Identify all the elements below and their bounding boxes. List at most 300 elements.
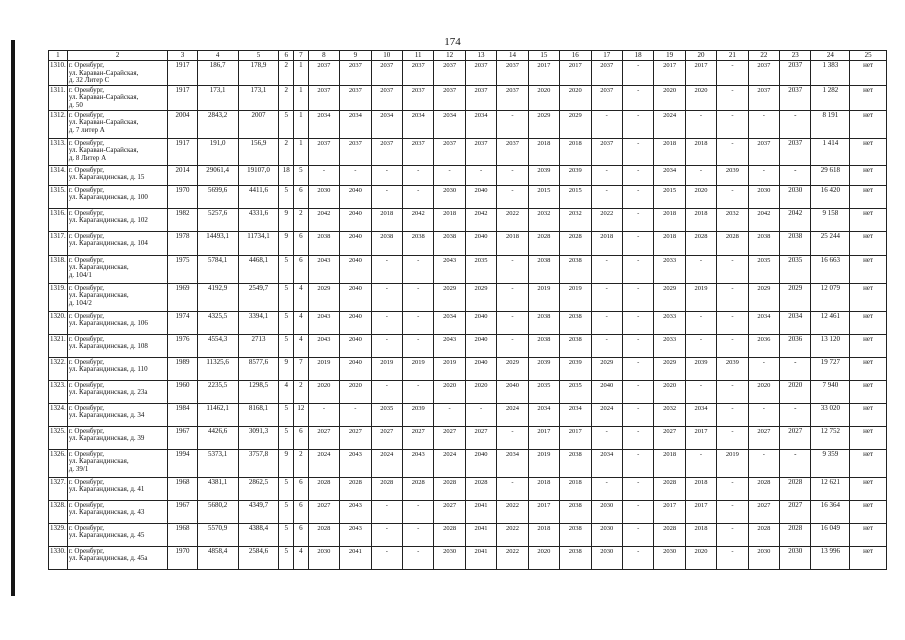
column-number-5: 5 xyxy=(238,51,279,61)
cell-col-5: 19107,0 xyxy=(238,165,279,185)
record-number: 1316. xyxy=(49,208,68,231)
cell-col-13: - xyxy=(465,165,496,185)
cell-col-11: 2019 xyxy=(402,357,433,380)
address-line: г. Оренбург, xyxy=(68,426,104,435)
cell-col-8: 2043 xyxy=(308,255,339,283)
record-number: 1326. xyxy=(49,449,68,477)
cell-col-19: 2015 xyxy=(654,185,685,208)
address-line: ул. Караван-Сарайская, xyxy=(68,93,139,101)
cell-col-10: 2034 xyxy=(371,110,402,138)
cell-col-12: 2028 xyxy=(434,523,465,546)
cell-col-5: 4411,6 xyxy=(238,185,279,208)
address-cell xyxy=(67,380,168,403)
table-row xyxy=(49,311,887,334)
address-line: г. Оренбург, xyxy=(68,61,104,69)
cell-col-8: 2030 xyxy=(308,185,339,208)
cell-col-22: - xyxy=(748,165,779,185)
cell-col-13: 2027 xyxy=(465,426,496,449)
cell-col-20: - xyxy=(685,165,716,185)
cell-col-6: 18 xyxy=(279,165,294,185)
cell-col-16: 2028 xyxy=(560,231,591,255)
cell-col-6: 5 xyxy=(279,477,294,500)
cell-col-8: 2030 xyxy=(308,546,339,569)
cell-col-4: 4381,1 xyxy=(197,477,238,500)
cell-col-10: 2035 xyxy=(371,403,402,426)
cell-col-20: 2018 xyxy=(685,138,716,165)
cell-col-18: - xyxy=(622,523,653,546)
cell-col-14: - xyxy=(497,185,528,208)
cell-col-19: 2020 xyxy=(654,380,685,403)
cell-col-11: 2037 xyxy=(402,85,433,110)
cell-col-17: 2040 xyxy=(591,380,622,403)
cell-col-7: 6 xyxy=(294,500,309,523)
record-number: 1321. xyxy=(49,334,68,357)
cell-col-12: 2034 xyxy=(434,311,465,334)
cell-col-16: 2035 xyxy=(560,380,591,403)
cell-col-24: 8 191 xyxy=(811,110,850,138)
cell-col-10: - xyxy=(371,283,402,311)
cell-col-16: 2034 xyxy=(560,403,591,426)
cell-col-20: 2028 xyxy=(685,231,716,255)
cell-col-4: 4325,5 xyxy=(197,311,238,334)
address-line: г. Оренбург, xyxy=(68,208,104,217)
cell-col-3: 2004 xyxy=(168,110,197,138)
address-line: ул. Карагандинская, д. 104 xyxy=(68,239,148,247)
cell-col-22: 2029 xyxy=(748,283,779,311)
record-number: 1322. xyxy=(49,357,68,380)
cell-col-9: 2040 xyxy=(340,311,371,334)
cell-col-5: 8577,6 xyxy=(238,357,279,380)
cell-col-4: 2235,5 xyxy=(197,380,238,403)
cell-col-12: 2029 xyxy=(434,283,465,311)
address-line: г. Оренбург, xyxy=(68,449,104,458)
address-line: ул. Карагандинская, д. 106 xyxy=(68,319,148,327)
cell-col-14: - xyxy=(497,165,528,185)
address-line: ул. Карагандинская, д. 45а xyxy=(68,554,148,562)
cell-col-8: 2027 xyxy=(308,426,339,449)
cell-col-17: - xyxy=(591,255,622,283)
address-cell xyxy=(67,208,168,231)
cell-col-21: - xyxy=(717,138,748,165)
cell-col-5: 4331,6 xyxy=(238,208,279,231)
cell-col-17: 2024 xyxy=(591,403,622,426)
cell-col-20: 2017 xyxy=(685,500,716,523)
record-number: 1318. xyxy=(49,255,68,283)
cell-col-16: 2018 xyxy=(560,477,591,500)
record-number: 1327. xyxy=(49,477,68,500)
cell-col-13: 2034 xyxy=(465,110,496,138)
cell-col-3: 1970 xyxy=(168,546,197,569)
cell-col-15: 2038 xyxy=(528,311,559,334)
cell-col-15: 2020 xyxy=(528,546,559,569)
cell-col-17: 2030 xyxy=(591,523,622,546)
cell-col-17: 2018 xyxy=(591,231,622,255)
cell-col-15: 2017 xyxy=(528,426,559,449)
address-line: ул. Карагандинская, xyxy=(68,457,129,465)
cell-col-9: 2040 xyxy=(340,334,371,357)
cell-col-18: - xyxy=(622,449,653,477)
cell-col-19: 2028 xyxy=(654,523,685,546)
cell-col-3: 1967 xyxy=(168,500,197,523)
address-line: ул. Карагандинская, xyxy=(68,263,129,271)
cell-col-12: 2019 xyxy=(434,357,465,380)
cell-col-18: - xyxy=(622,255,653,283)
cell-col-12: 2018 xyxy=(434,208,465,231)
cell-col-14: 2037 xyxy=(497,138,528,165)
cell-col-20: 2020 xyxy=(685,185,716,208)
column-number-16: 16 xyxy=(560,51,591,61)
cell-col-13: 2029 xyxy=(465,283,496,311)
cell-col-24: 1 383 xyxy=(811,61,850,86)
cell-col-12: 2037 xyxy=(434,85,465,110)
cell-col-21: - xyxy=(717,426,748,449)
cell-col-23: 2020 xyxy=(780,380,811,403)
cell-col-13: 2037 xyxy=(465,138,496,165)
cell-col-16: 2038 xyxy=(560,255,591,283)
column-number-22: 22 xyxy=(748,51,779,61)
cell-col-18: - xyxy=(622,426,653,449)
cell-col-25: нет xyxy=(850,403,887,426)
cell-col-13: 2042 xyxy=(465,208,496,231)
cell-col-14: - xyxy=(497,311,528,334)
cell-col-19: 2032 xyxy=(654,403,685,426)
cell-col-6: 4 xyxy=(279,380,294,403)
column-number-10: 10 xyxy=(371,51,402,61)
cell-col-6: 2 xyxy=(279,138,294,165)
cell-col-8: 2037 xyxy=(308,61,339,86)
address-line: д. 7 литер А xyxy=(68,125,105,134)
address-line: д. 32 Литер С xyxy=(68,76,110,84)
cell-col-9: 2040 xyxy=(340,231,371,255)
cell-col-24: 16 663 xyxy=(811,255,850,283)
cell-col-13: 2037 xyxy=(465,85,496,110)
cell-col-15: 2018 xyxy=(528,523,559,546)
cell-col-12: 2024 xyxy=(434,449,465,477)
cell-col-18: - xyxy=(622,500,653,523)
cell-col-6: 5 xyxy=(279,500,294,523)
cell-col-8: 2028 xyxy=(308,523,339,546)
cell-col-13: 2037 xyxy=(465,61,496,86)
cell-col-25: нет xyxy=(850,185,887,208)
cell-col-7: 12 xyxy=(294,403,309,426)
address-cell xyxy=(67,426,168,449)
cell-col-20: 2017 xyxy=(685,426,716,449)
cell-col-3: 1960 xyxy=(168,380,197,403)
cell-col-19: 2018 xyxy=(654,208,685,231)
cell-col-5: 3091,3 xyxy=(238,426,279,449)
cell-col-15: 2034 xyxy=(528,403,559,426)
cell-col-18: - xyxy=(622,403,653,426)
record-number: 1324. xyxy=(49,403,68,426)
address-line: ул. Карагандинская, д. 23а xyxy=(68,388,148,396)
cell-col-23: - xyxy=(780,165,811,185)
cell-col-20: 2019 xyxy=(685,283,716,311)
cell-col-24: 9 359 xyxy=(811,449,850,477)
cell-col-18: - xyxy=(622,208,653,231)
record-number: 1323. xyxy=(49,380,68,403)
address-cell xyxy=(67,85,168,110)
cell-col-6: 5 xyxy=(279,546,294,569)
cell-col-13: - xyxy=(465,403,496,426)
cell-col-4: 186,7 xyxy=(197,61,238,86)
column-number-20: 20 xyxy=(685,51,716,61)
cell-col-3: 1978 xyxy=(168,231,197,255)
cell-col-19: 2018 xyxy=(654,138,685,165)
cell-col-5: 3757,8 xyxy=(238,449,279,477)
cell-col-24: 16 420 xyxy=(811,185,850,208)
cell-col-8: 2019 xyxy=(308,357,339,380)
cell-col-10: - xyxy=(371,185,402,208)
cell-col-13: 2041 xyxy=(465,523,496,546)
cell-col-15: 2032 xyxy=(528,208,559,231)
address-cell xyxy=(67,546,168,569)
cell-col-9: 2041 xyxy=(340,546,371,569)
address-line: г. Оренбург, xyxy=(68,110,104,119)
cell-col-22: 2028 xyxy=(748,477,779,500)
cell-col-14: 2040 xyxy=(497,380,528,403)
address-line: ул. Карагандинская, д. 15 xyxy=(68,173,145,181)
address-line: ул. Карагандинская, д. 45 xyxy=(68,531,145,539)
address-line: г. Оренбург, xyxy=(68,311,104,320)
cell-col-24: 12 461 xyxy=(811,311,850,334)
cell-col-20: 2018 xyxy=(685,477,716,500)
table-row xyxy=(49,449,887,477)
column-number-19: 19 xyxy=(654,51,685,61)
cell-col-8: 2020 xyxy=(308,380,339,403)
cell-col-4: 2843,2 xyxy=(197,110,238,138)
cell-col-15: 2038 xyxy=(528,334,559,357)
cell-col-21: - xyxy=(717,185,748,208)
table-row xyxy=(49,283,887,311)
cell-col-23: 2030 xyxy=(780,185,811,208)
table-row xyxy=(49,403,887,426)
address-cell xyxy=(67,523,168,546)
cell-col-22: - xyxy=(748,110,779,138)
cell-col-17: - xyxy=(591,165,622,185)
address-line: г. Оренбург, xyxy=(68,403,104,412)
cell-col-14: - xyxy=(497,477,528,500)
cell-col-11: - xyxy=(402,311,433,334)
cell-col-17: 2037 xyxy=(591,138,622,165)
table-row xyxy=(49,138,887,165)
cell-col-10: - xyxy=(371,334,402,357)
cell-col-3: 1974 xyxy=(168,311,197,334)
cell-col-22: 2020 xyxy=(748,380,779,403)
cell-col-22: - xyxy=(748,357,779,380)
cell-col-7: 4 xyxy=(294,546,309,569)
cell-col-24: 13 996 xyxy=(811,546,850,569)
cell-col-9: 2028 xyxy=(340,477,371,500)
cell-col-17: - xyxy=(591,334,622,357)
address-line: г. Оренбург, xyxy=(68,185,104,194)
housing-register-table xyxy=(48,50,887,570)
cell-col-9: 2040 xyxy=(340,283,371,311)
cell-col-6: 5 xyxy=(279,403,294,426)
cell-col-14: - xyxy=(497,426,528,449)
address-line: г. Оренбург, xyxy=(68,165,104,174)
cell-col-10: 2027 xyxy=(371,426,402,449)
address-line: г. Оренбург, xyxy=(68,357,104,366)
cell-col-15: 2019 xyxy=(528,283,559,311)
cell-col-7: 6 xyxy=(294,426,309,449)
cell-col-19: 2017 xyxy=(654,61,685,86)
cell-col-22: 2035 xyxy=(748,255,779,283)
cell-col-5: 2862,5 xyxy=(238,477,279,500)
cell-col-12: 2030 xyxy=(434,546,465,569)
cell-col-13: 2040 xyxy=(465,334,496,357)
cell-col-8: 2024 xyxy=(308,449,339,477)
cell-col-4: 5257,6 xyxy=(197,208,238,231)
table-row xyxy=(49,255,887,283)
cell-col-17: - xyxy=(591,311,622,334)
cell-col-15: 2018 xyxy=(528,138,559,165)
cell-col-5: 4349,7 xyxy=(238,500,279,523)
cell-col-12: - xyxy=(434,403,465,426)
cell-col-7: 5 xyxy=(294,165,309,185)
cell-col-14: - xyxy=(497,110,528,138)
cell-col-22: 2042 xyxy=(748,208,779,231)
cell-col-13: 2035 xyxy=(465,255,496,283)
cell-col-12: 2038 xyxy=(434,231,465,255)
cell-col-20: 2020 xyxy=(685,85,716,110)
cell-col-10: 2028 xyxy=(371,477,402,500)
cell-col-19: 2033 xyxy=(654,311,685,334)
cell-col-17: 2034 xyxy=(591,449,622,477)
cell-col-23: 2027 xyxy=(780,500,811,523)
cell-col-12: 2027 xyxy=(434,426,465,449)
address-line: г. Оренбург, xyxy=(68,231,104,240)
cell-col-7: 1 xyxy=(294,61,309,86)
cell-col-24: 13 120 xyxy=(811,334,850,357)
cell-col-11: - xyxy=(402,546,433,569)
cell-col-15: 2029 xyxy=(528,110,559,138)
cell-col-14: 2022 xyxy=(497,523,528,546)
cell-col-11: 2038 xyxy=(402,231,433,255)
cell-col-9: 2040 xyxy=(340,208,371,231)
table-row xyxy=(49,357,887,380)
cell-col-17: - xyxy=(591,426,622,449)
cell-col-17: 2037 xyxy=(591,85,622,110)
cell-col-9: 2043 xyxy=(340,449,371,477)
cell-col-7: 4 xyxy=(294,311,309,334)
cell-col-14: 2022 xyxy=(497,208,528,231)
cell-col-15: 2019 xyxy=(528,449,559,477)
cell-col-14: 2037 xyxy=(497,61,528,86)
cell-col-19: 2027 xyxy=(654,426,685,449)
cell-col-9: 2040 xyxy=(340,185,371,208)
address-line: г. Оренбург, xyxy=(68,380,104,389)
cell-col-25: нет xyxy=(850,138,887,165)
cell-col-17: 2022 xyxy=(591,208,622,231)
cell-col-16: 2038 xyxy=(560,546,591,569)
cell-col-21: - xyxy=(717,403,748,426)
cell-col-9: 2020 xyxy=(340,380,371,403)
cell-col-6: 5 xyxy=(279,185,294,208)
record-number: 1312. xyxy=(49,110,68,138)
cell-col-6: 2 xyxy=(279,85,294,110)
cell-col-4: 191,0 xyxy=(197,138,238,165)
cell-col-16: 2015 xyxy=(560,185,591,208)
cell-col-5: 2584,6 xyxy=(238,546,279,569)
cell-col-14: - xyxy=(497,334,528,357)
cell-col-12: 2037 xyxy=(434,138,465,165)
cell-col-12: 2027 xyxy=(434,500,465,523)
cell-col-11: 2034 xyxy=(402,110,433,138)
cell-col-9: 2043 xyxy=(340,523,371,546)
cell-col-23: 2030 xyxy=(780,546,811,569)
cell-col-21: 2019 xyxy=(717,449,748,477)
cell-col-18: - xyxy=(622,311,653,334)
address-line: г. Оренбург, xyxy=(68,500,104,509)
cell-col-7: 2 xyxy=(294,380,309,403)
column-number-2: 2 xyxy=(67,51,168,61)
cell-col-20: - xyxy=(685,110,716,138)
cell-col-16: 2039 xyxy=(560,357,591,380)
cell-col-9: 2037 xyxy=(340,85,371,110)
record-number: 1320. xyxy=(49,311,68,334)
cell-col-4: 11462,1 xyxy=(197,403,238,426)
cell-col-24: 16 364 xyxy=(811,500,850,523)
cell-col-19: 2018 xyxy=(654,449,685,477)
column-number-12: 12 xyxy=(434,51,465,61)
cell-col-14: 2022 xyxy=(497,500,528,523)
address-cell xyxy=(67,110,168,138)
table-row xyxy=(49,185,887,208)
cell-col-7: 7 xyxy=(294,357,309,380)
cell-col-22: 2034 xyxy=(748,311,779,334)
cell-col-4: 29061,4 xyxy=(197,165,238,185)
cell-col-13: 2028 xyxy=(465,477,496,500)
cell-col-8: - xyxy=(308,403,339,426)
table-row xyxy=(49,426,887,449)
address-cell xyxy=(67,357,168,380)
cell-col-8: - xyxy=(308,165,339,185)
address-line: ул. Карагандинская, д. 39 xyxy=(68,434,145,442)
cell-col-21: - xyxy=(717,334,748,357)
table-row xyxy=(49,208,887,231)
address-line: ул. Караван-Сарайская, xyxy=(68,118,139,126)
cell-col-6: 5 xyxy=(279,523,294,546)
address-line: ул. Караван-Сарайская, xyxy=(68,146,139,154)
table-body xyxy=(49,61,887,570)
cell-col-4: 5373,1 xyxy=(197,449,238,477)
cell-col-19: 2033 xyxy=(654,255,685,283)
cell-col-7: 6 xyxy=(294,523,309,546)
table-row xyxy=(49,477,887,500)
cell-col-23: 2038 xyxy=(780,231,811,255)
cell-col-11: - xyxy=(402,255,433,283)
cell-col-11: - xyxy=(402,334,433,357)
cell-col-8: 2028 xyxy=(308,477,339,500)
cell-col-25: нет xyxy=(850,283,887,311)
cell-col-22: 2037 xyxy=(748,61,779,86)
table-row xyxy=(49,61,887,86)
cell-col-24: 12 752 xyxy=(811,426,850,449)
address-line: ул. Карагандинская, д. 110 xyxy=(68,365,148,373)
address-line: ул. Караван-Сарайская, xyxy=(68,68,139,77)
address-cell xyxy=(67,403,168,426)
address-cell xyxy=(67,477,168,500)
table-row xyxy=(49,500,887,523)
cell-col-24: 12 079 xyxy=(811,283,850,311)
address-line: ул. Карагандинская, д. 100 xyxy=(68,193,148,201)
address-line: д. 39/1 xyxy=(68,464,89,473)
cell-col-3: 2014 xyxy=(168,165,197,185)
address-cell xyxy=(67,500,168,523)
cell-col-11: - xyxy=(402,165,433,185)
cell-col-21: - xyxy=(717,283,748,311)
cell-col-24: 19 727 xyxy=(811,357,850,380)
